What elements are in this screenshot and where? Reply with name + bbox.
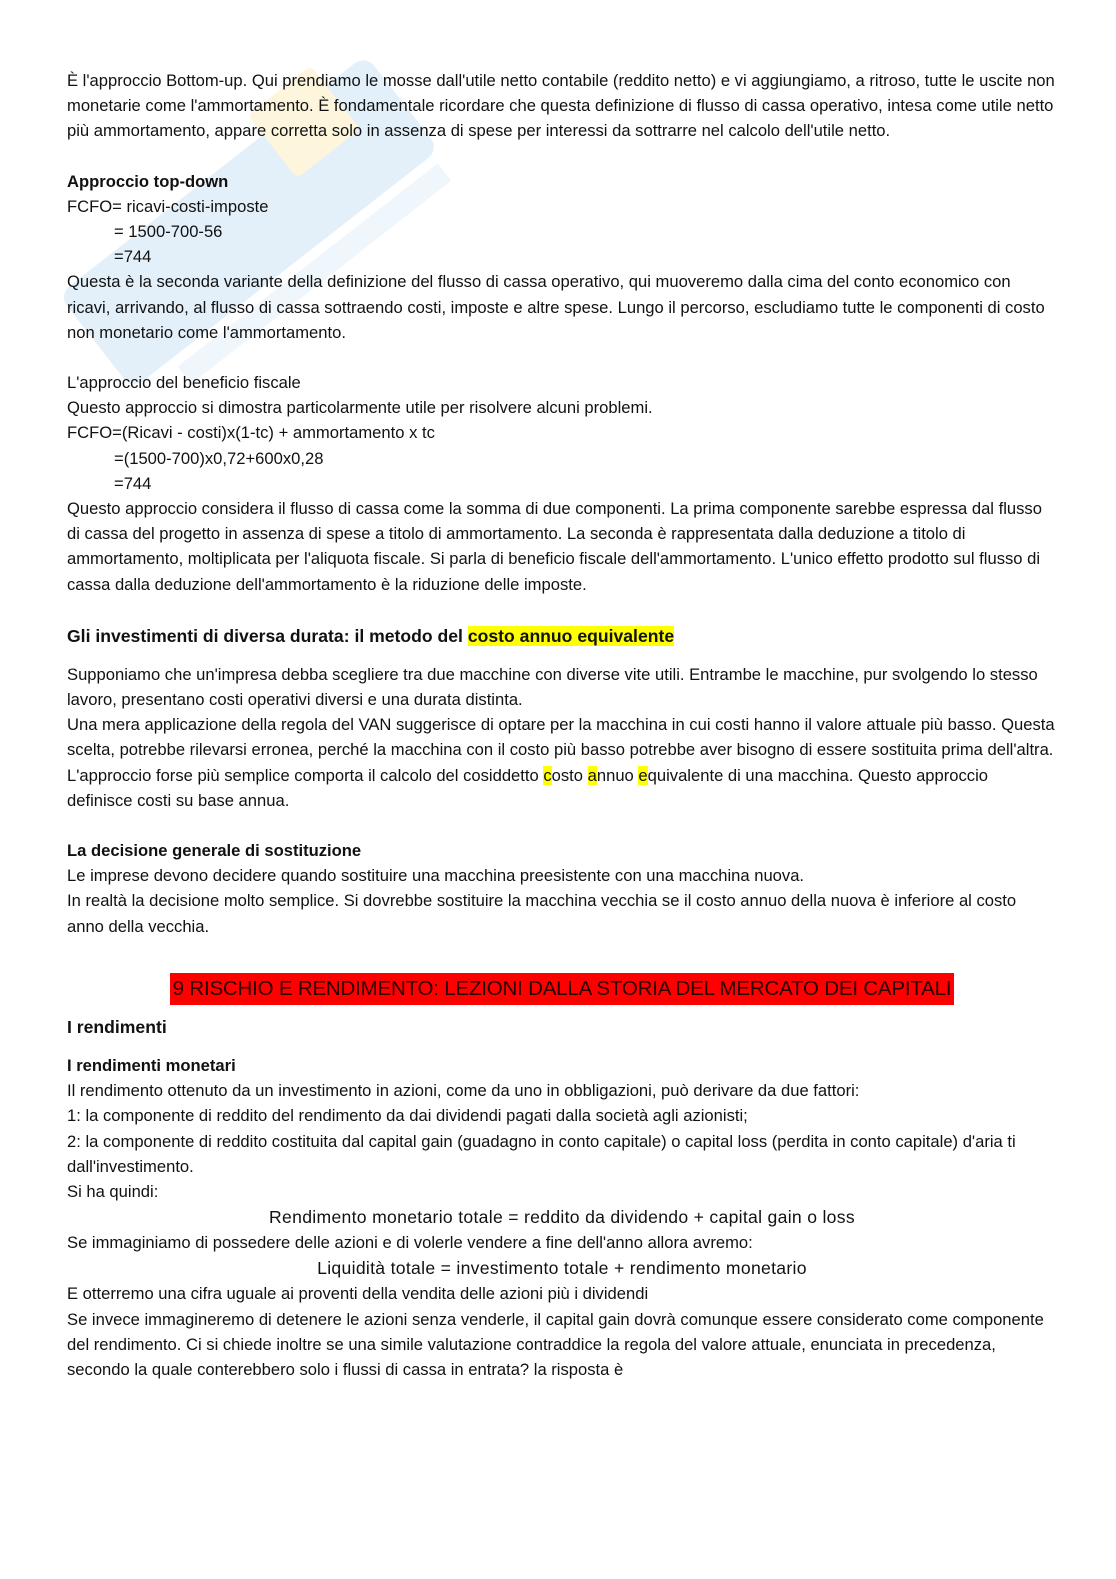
heading-top-down: Approccio top-down <box>67 171 229 191</box>
formula-line: = 1500-700-56 <box>114 222 223 242</box>
heading-text: Gli investimenti di diversa durata: il metodo del <box>67 625 468 646</box>
paragraph-text: osto <box>551 765 588 785</box>
chapter-heading-wrap <box>67 973 1057 1005</box>
highlighted-letter: e <box>638 765 648 785</box>
formula-line: =744 <box>114 473 152 493</box>
highlighted-letter: c <box>543 765 552 785</box>
formula-rendimento-monetario: Rendimento monetario totale = reddito da dividendo + capital gain o loss <box>269 1207 855 1228</box>
paragraph-top-down: Questa è la seconda variante della definizione del flusso di cassa operativo, qui muoveremo dalla cima del conto economico con ricavi, arrivando, al flusso di cassa sottraendo costi, imposte e altre spese. Lungo il percorso, escludiamo tutte le componenti di costo non monetario come l'ammortamento. <box>67 272 1045 342</box>
paragraph-text: quivalente di una macchina. Questo approccio definisce costi su base annua. <box>67 765 989 810</box>
paragraph-van <box>67 712 1057 813</box>
document-body <box>67 68 1057 1382</box>
paragraph-line: E otterremo una cifra uguale ai proventi della vendita delle azioni più i dividendi <box>67 1284 649 1304</box>
highlighted-term: costo annuo equivalente <box>467 625 675 646</box>
heading-costo-annuo-equivalente <box>67 622 1057 650</box>
paragraph-text: nnuo <box>596 765 634 785</box>
highlighted-letter: a <box>587 765 597 785</box>
paragraph-beneficio-fiscale: Questo approccio considera il flusso di cassa come la somma di due componenti. La prima componente sarebbe espressa dal flusso di cassa del progetto in assenza di spese a titolo di ammortamento. La seconda è rappresentata dalla deduzione a titolo di ammortamento, moltiplicata per l'aliquota fiscale. Si parla di beneficio fiscale dell'ammortamento. L'unico effetto prodotto sul flusso di cassa dalla deduzione dell'ammortamento è la riduzione delle imposte. <box>67 499 1042 594</box>
paragraph-sostituzione-1: Le imprese devono decidere quando sostituire una macchina preesistente con una macchina nuova. <box>67 866 805 886</box>
formula-line: FCFO= ricavi-costi-imposte <box>67 196 269 216</box>
paragraph-capital-gain: Se invece immagineremo di detenere le azioni senza venderle, il capital gain dovrà comunque essere considerato come componente del rendimento. Ci si chiede inoltre se una simile valutazione contraddice la regola del valore attuale, enunciata in precedenza, secondo la quale conterebbero solo i flussi di cassa in entrata? la risposta è <box>67 1309 1044 1379</box>
paragraph-scelta-macchine: Supponiamo che un'impresa debba scegliere tra due macchine con diverse vite utili. Entrambe le macchine, pur svolgendo lo stesso lavoro, presentano costi operativi diversi e una durata distinta. <box>67 664 1038 710</box>
paragraph-sostituzione-2: In realtà la decisione molto semplice. Si dovrebbe sostituire la macchina vecchia se il costo annuo della nuova è inferiore al costo anno della vecchia. <box>67 891 1017 936</box>
paragraph-bottom-up: È l'approccio Bottom-up. Qui prendiamo le mosse dall'utile netto contabile (reddito netto) e vi aggiungiamo, a ritroso, tutte le uscite non monetarie come l'ammortamento. È fondamentale ricordare che questa definizione di flusso di cassa operativo, intesa come utile netto più ammortamento, appare corretta solo in assenza di spese per interessi da sottrarre nel calcolo dell'utile netto. <box>67 71 1055 141</box>
formula-line: FCFO=(Ricavi - costi)x(1-tc) + ammortamento x tc <box>67 423 435 443</box>
heading-rendimenti: I rendimenti <box>67 1016 167 1037</box>
chapter-heading: 9 RISCHIO E RENDIMENTO: LEZIONI DALLA STORIA DEL MERCATO DEI CAPITALI <box>170 973 955 1005</box>
formula-liquidita-totale: Liquidità totale = investimento totale + rendimento monetario <box>317 1258 807 1279</box>
heading-beneficio-fiscale: L'approccio del beneficio fiscale <box>67 373 301 393</box>
paragraph-line: Il rendimento ottenuto da un investimento in azioni, come da uno in obbligazioni, può derivare da due fattori: <box>67 1081 860 1101</box>
paragraph-text: Una mera applicazione della regola del VAN suggerisce di optare per la macchina in cui costi hanno il valore attuale più basso. Questa scelta, potrebbe rilevarsi erronea, perché la macchina con il costo più basso potrebbe aver bisogno di essere sostituita prima dell'altra. L'approccio forse più semplice comporta il calcolo del cosiddetto <box>67 715 1055 785</box>
paragraph-intro: Questo approccio si dimostra particolarmente utile per risolvere alcuni problemi. <box>67 398 653 418</box>
paragraph-line: Si ha quindi: <box>67 1181 159 1201</box>
list-item: 2: la componente di reddito costituita dal capital gain (guadagno in conto capitale) o capital loss (perdita in conto capitale) d'aria ti dall'investimento. <box>67 1131 1016 1176</box>
heading-rendimenti-monetari: I rendimenti monetari <box>67 1055 236 1075</box>
formula-line: =(1500-700)x0,72+600x0,28 <box>114 448 324 468</box>
paragraph-line: Se immaginiamo di possedere delle azioni e di volerle vendere a fine dell'anno allora avremo: <box>67 1233 753 1253</box>
heading-sostituzione: La decisione generale di sostituzione <box>67 841 362 861</box>
list-item: 1: la componente di reddito del rendimento da dai dividendi pagati dalla società agli azionisti; <box>67 1106 748 1126</box>
formula-line: =744 <box>114 247 152 267</box>
